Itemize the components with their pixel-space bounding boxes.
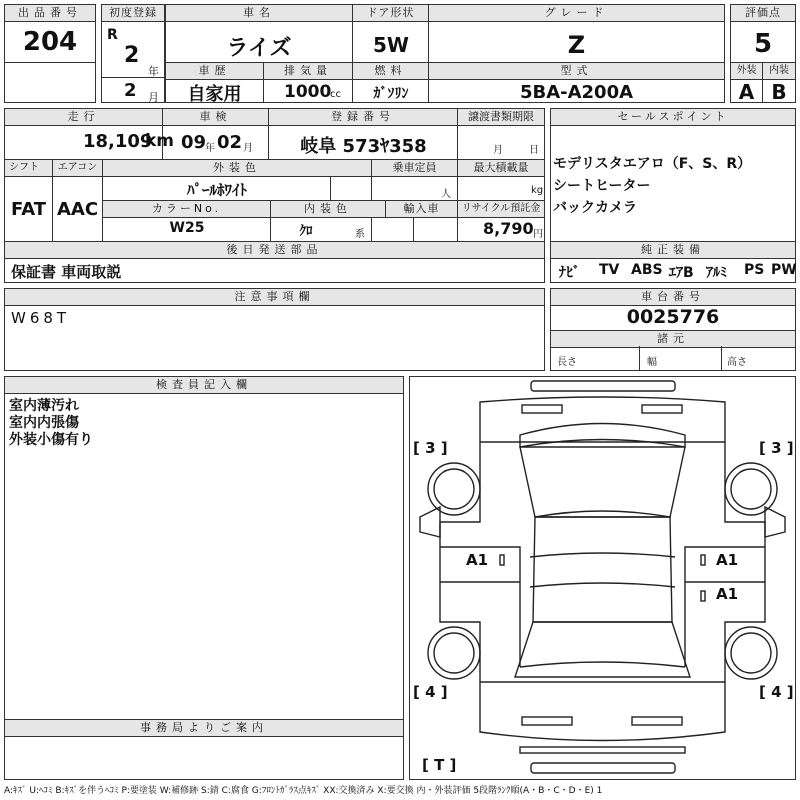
damage-diagram-box: [409, 376, 796, 780]
fuel: ｶﾞｿﾘﾝ: [373, 86, 409, 102]
inspector-box: [4, 376, 404, 780]
equipment-label: 純正装備: [551, 242, 795, 259]
inspection-month-unit: 月: [243, 143, 253, 154]
recycle-label: リサイクル預託金: [458, 201, 544, 218]
damage-mark-right-rear: A1: [716, 585, 739, 603]
import-label: 輸入車: [386, 201, 458, 218]
spec-label: 諸元: [551, 330, 795, 348]
later-parts: 保証書 車両取説: [11, 263, 122, 281]
sales-points-label: セールスポイント: [551, 109, 795, 126]
ac-label: エアコン: [53, 160, 103, 177]
interior-color-suffix: 系: [355, 229, 365, 240]
interior-color: ｸﾛ: [299, 224, 313, 239]
legend-text: A:ｷｽﾞ U:ﾍｺﾐ B:ｷｽﾞを伴うﾍｺﾐ P:要塗装 W:補修跡 S:錆 C:腐食 G:ﾌﾛﾝﾄｶﾞﾗｽ点ｷｽﾞ XX:交換済み X:要交換 内・外装評価 5段階ﾗﾝｸ順(A・B・C・D・E) 1: [4, 786, 603, 796]
shift-label: シフト: [5, 160, 53, 177]
corner-front-right-value: 3: [771, 439, 782, 457]
color-number: W25: [169, 220, 205, 236]
mileage: 18,109: [83, 131, 153, 152]
interior-grade: B: [771, 80, 787, 104]
inspection-month: 02: [217, 132, 243, 153]
notes-box: [4, 288, 545, 371]
interior-label: 内装: [763, 63, 795, 80]
corner-front-right: [ 3 ]: [759, 439, 794, 457]
bottom-mark-value: T: [434, 756, 445, 774]
notes-text: W68T: [11, 309, 71, 327]
damage-mark-right-front: A1: [716, 551, 739, 569]
first-registration-label: 初度登録: [102, 5, 164, 22]
car-name-label: 車名: [166, 5, 353, 22]
height-label: 高さ: [727, 357, 747, 368]
capacity-label: 乗車定員: [372, 160, 458, 177]
chassis-label: 車台番号: [551, 289, 795, 306]
reg-year-unit: 年: [148, 65, 159, 78]
inspector-note-3: 外装小傷有り: [9, 432, 93, 448]
corner-rear-right: [ 4 ]: [759, 683, 794, 701]
sales-point-2: シートヒーター: [553, 178, 651, 194]
era: R: [107, 27, 118, 43]
lot-number-box: [4, 4, 96, 103]
equip-pw: PW: [771, 262, 797, 278]
corner-rear-left-value: 4: [425, 683, 436, 701]
max-load-label: 最大積載量: [458, 160, 544, 177]
model-label: 型式: [429, 63, 724, 80]
transfer-month: 月: [493, 145, 503, 156]
corner-front-left-value: 3: [425, 439, 436, 457]
length-label: 長さ: [557, 357, 577, 368]
equip-navi: ﾅﾋﾞ: [559, 265, 580, 281]
car-diagram: [410, 377, 795, 779]
inspection-label: 車検: [163, 109, 269, 126]
recycle-deposit: 8,790: [483, 219, 534, 238]
displacement: 1000: [284, 82, 332, 102]
displacement-unit: cc: [330, 89, 341, 100]
score-label: 評価点: [731, 5, 795, 22]
fuel-label: 燃料: [353, 63, 429, 80]
details-box: [4, 108, 545, 283]
grade: Z: [567, 31, 586, 59]
transfer-day: 日: [529, 145, 539, 156]
vehicle-main-box: [165, 4, 725, 103]
grade-label: グレード: [429, 5, 724, 22]
corner-front-left: [ 3 ]: [413, 439, 448, 457]
reg-year: 2: [124, 43, 140, 68]
history: 自家用: [187, 84, 242, 105]
equip-airbag: ｴｱB: [669, 265, 694, 281]
exterior-label: 外装: [731, 63, 763, 80]
door-type: 5W: [373, 33, 409, 57]
chassis-box: [550, 288, 796, 371]
chassis-number: 0025776: [626, 306, 720, 328]
bottom-mark: [ T ]: [422, 756, 457, 774]
sales-points-box: [550, 108, 796, 283]
width-label: 幅: [647, 357, 657, 368]
inspector-note-1: 室内薄汚れ: [9, 398, 79, 414]
first-registration-box: [101, 4, 165, 103]
corner-rear-right-value: 4: [771, 683, 782, 701]
notes-label: 注意事項欄: [5, 289, 544, 306]
sales-point-3: バックカメラ: [553, 200, 637, 216]
equip-tv: TV: [599, 262, 620, 278]
equip-ps: PS: [744, 262, 765, 278]
plate-number: 岐阜 573ﾔ358: [300, 136, 427, 157]
equip-alloy: ｱﾙﾐ: [706, 265, 727, 281]
inspector-note-2: 室内内張傷: [9, 415, 79, 431]
exterior-grade: A: [738, 80, 755, 104]
plate-label: 登録番号: [269, 109, 458, 126]
later-parts-label: 後日発送部品: [5, 242, 544, 259]
office-label: 事務局よりご案内: [5, 719, 403, 737]
mileage-label: 走行: [5, 109, 163, 126]
reg-month-unit: 月: [148, 91, 159, 104]
corner-rear-left: [ 4 ]: [413, 683, 448, 701]
history-label: 車歴: [166, 63, 264, 80]
capacity-unit: 人: [441, 189, 451, 200]
displacement-label: 排気量: [264, 63, 353, 80]
reg-month: 2: [124, 80, 137, 101]
exterior-color-label: 外装色: [103, 160, 372, 177]
car-name: ライズ: [226, 36, 292, 61]
recycle-unit: 円: [533, 229, 543, 240]
score-box: [730, 4, 796, 103]
max-load-unit: kg: [531, 185, 544, 196]
inspection-year-unit: 年: [205, 143, 215, 154]
shift: FAT: [10, 199, 47, 220]
score: 5: [753, 29, 773, 59]
lot-number: 204: [22, 27, 78, 57]
damage-mark-left: A1: [466, 551, 489, 569]
model-code: 5BA-A200A: [519, 82, 634, 103]
air-conditioner: AAC: [56, 199, 99, 220]
lot-number-label: 出品番号: [5, 5, 95, 22]
equip-abs: ABS: [631, 262, 663, 278]
inspection-year: 09: [181, 132, 207, 153]
exterior-color: ﾊﾟｰﾙﾎﾜｲﾄ: [186, 181, 247, 199]
mileage-unit: km: [145, 131, 175, 151]
sales-point-1: モデリスタエアロ（F、S、R）: [553, 156, 752, 172]
color-number-label: カラーNo.: [103, 201, 271, 218]
inspector-label: 検査員記入欄: [5, 377, 403, 394]
transfer-label: 譲渡書類期限: [458, 109, 544, 126]
door-label: ドア形状: [353, 5, 429, 22]
interior-color-label: 内装色: [271, 201, 386, 218]
